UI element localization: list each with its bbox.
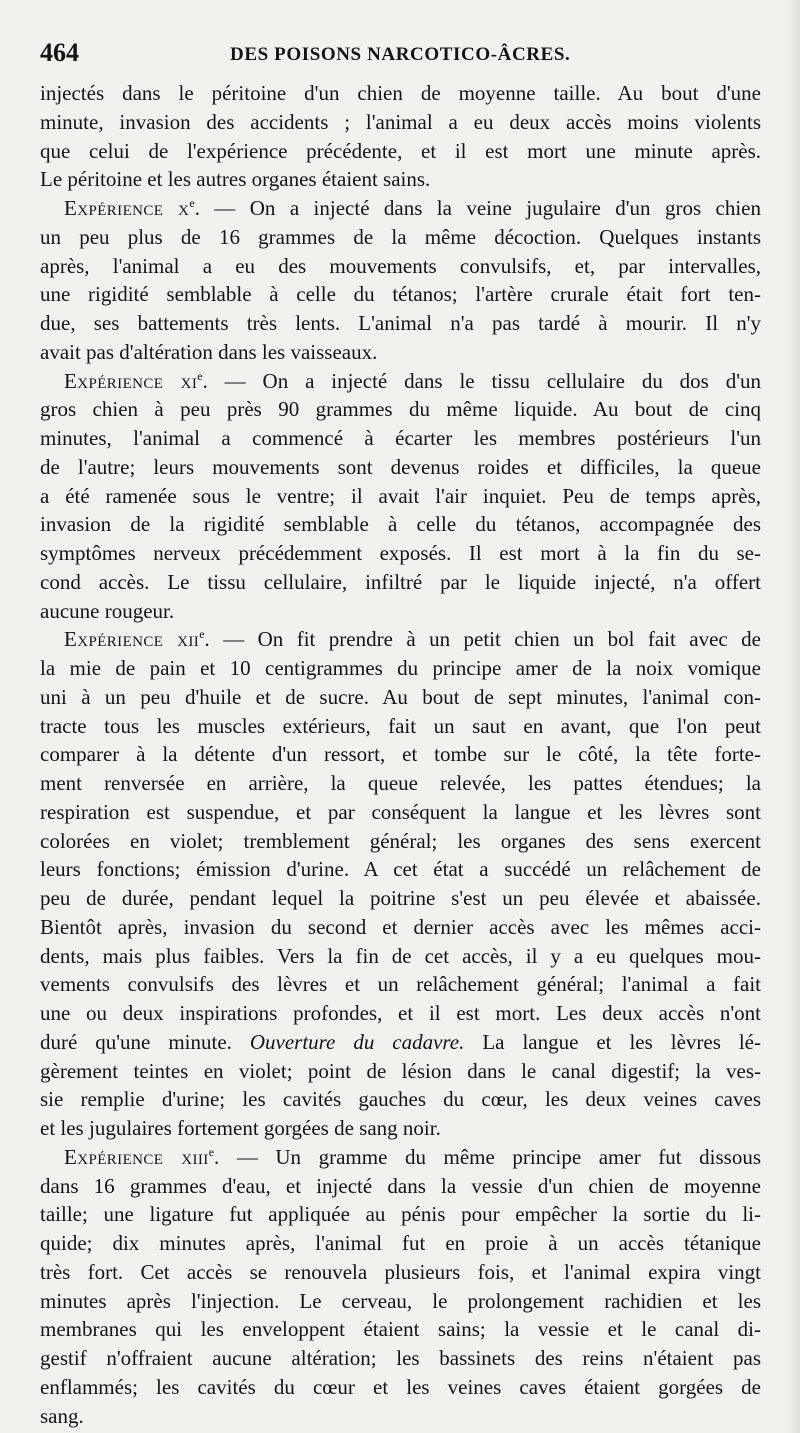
text-line <box>40 1258 761 1287</box>
italic-phrase: Ouverture du cadavre. <box>249 1029 465 1054</box>
text-line <box>40 999 761 1028</box>
line-text: . — Un gramme du même principe amer fut dissous <box>214 1144 761 1169</box>
text-line <box>40 1315 761 1344</box>
text-line <box>40 453 761 482</box>
text-line <box>40 338 761 367</box>
ordinal-superscript: e <box>208 1144 215 1159</box>
text-line <box>40 827 761 856</box>
line-text: colorées en violet; tremblement général; les organes des sens exercent <box>40 828 761 853</box>
line-text: minute, invasion des accidents ; l'animal a eu deux accès moins violents <box>40 109 761 134</box>
text-line <box>40 165 761 194</box>
text-line <box>40 970 761 999</box>
text-line <box>40 1373 761 1402</box>
line-text: taille; une ligature fut appliquée au pénis pour empêcher la sortie du li- <box>40 1202 761 1227</box>
text-line <box>40 1287 761 1316</box>
line-text: cond accès. Le tissu cellulaire, infiltré par le liquide injecté, n'a offert <box>40 569 761 594</box>
paragraph-first-line <box>40 194 761 223</box>
page-number: 464 <box>40 38 79 67</box>
line-text: Le péritoine et les autres organes étaient sains. <box>40 167 431 192</box>
line-text: peu de durée, pendant lequel la poitrine s'est un peu élevée et abaissée. <box>40 886 761 910</box>
text-line <box>40 79 761 108</box>
line-text: aucune rougeur. <box>40 598 175 623</box>
line-text: comparer à la détente d'un ressort, et tombe sur le côté, la tête forte- <box>40 742 761 767</box>
text-line <box>40 424 761 453</box>
line-text: la mie de pain et 10 centigrammes du principe amer de la noix vomique <box>40 656 761 680</box>
line-text-tail: La langue et les lèvres lé- <box>464 1029 761 1054</box>
text-line <box>40 1344 761 1373</box>
line-text: minutes après l'injection. Le cerveau, le prolongement rachidien et les <box>40 1288 761 1313</box>
body-text <box>40 79 761 1430</box>
line-text: sie remplie d'urine; les cavités gauches du cœur, les deux veines caves <box>40 1087 761 1112</box>
text-line <box>40 683 761 712</box>
text-line <box>40 798 761 827</box>
text-line <box>40 482 761 511</box>
line-text: duré qu'une minute. <box>40 1029 250 1054</box>
ordinal-superscript: e <box>189 196 195 210</box>
text-line <box>40 913 761 942</box>
line-text: . — On a injecté dans le tissu cellulaire du dos d'un <box>202 368 761 393</box>
line-text: ment renversée en arrière, la queue relevée, les pattes étendues; la <box>40 771 761 795</box>
line-text: avait pas d'altération dans les vaisseaux. <box>40 339 378 364</box>
line-text: un peu plus de 16 grammes de la même décoction. Quelques instants <box>40 224 761 249</box>
line-text: que celui de l'expérience précédente, et il est mort une minute après. <box>40 138 761 163</box>
line-text: sang. <box>40 1403 84 1428</box>
text-line <box>40 1402 761 1431</box>
text-line <box>40 1172 761 1201</box>
text-line <box>40 510 761 539</box>
line-text: dents, mais plus faibles. Vers la fin de cet accès, il y a eu quelques mou- <box>40 943 761 968</box>
text-line <box>40 280 761 309</box>
paragraph-first-line <box>40 367 761 396</box>
line-text: Bientôt après, invasion du second et dernier accès avec les mêmes acci- <box>40 914 761 939</box>
line-text: gèrement teintes en violet; point de lésion dans le canal digestif; la ves- <box>40 1058 761 1083</box>
text-line <box>40 597 761 626</box>
line-text: gros chien à peu près 90 grammes du même liquide. Au bout de cinq <box>40 397 761 422</box>
paragraph-first-line <box>40 1143 761 1172</box>
line-text: symptômes nerveux précédemment exposés. Il est mort à la fin du se- <box>40 541 761 565</box>
line-text: une ou deux inspirations profondes, et il est mort. Les deux accès n'ont <box>40 1001 761 1025</box>
line-text: uni à un peu d'huile et de sucre. Au bout de sept minutes, l'animal con- <box>40 684 761 709</box>
line-text: invasion de la rigidité semblable à celle du tétanos, accompagnée des <box>40 512 761 537</box>
line-text: de l'autre; leurs mouvements sont devenus roides et difficiles, la queue <box>40 454 761 479</box>
line-text: minutes, l'animal a commencé à écarter les membres postérieurs l'un <box>40 426 761 450</box>
line-text: gestif n'offraient aucune altération; les bassinets des reins n'étaient pas <box>40 1346 761 1370</box>
text-line <box>40 1200 761 1229</box>
line-text: leurs fonctions; émission d'urine. A cet état a succédé un relâchement de <box>40 857 761 882</box>
text-line <box>40 1028 761 1057</box>
page-edge-shadow <box>786 0 800 1433</box>
line-text: très fort. Cet accès se renouvela plusieurs fois, et l'animal expira vingt <box>40 1259 761 1284</box>
text-line <box>40 137 761 166</box>
experiment-label: Expérience x <box>64 196 190 220</box>
page-header <box>40 38 760 72</box>
line-text: et les jugulaires fortement gorgées de sang noir. <box>40 1116 441 1140</box>
line-text: quide; dix minutes après, l'animal fut en proie à un accès tétanique <box>40 1231 761 1255</box>
line-text: . — On fit prendre à un petit chien un bol fait avec de <box>204 627 761 652</box>
line-text: après, l'animal a eu des mouvements convulsifs, et, par intervalles, <box>40 253 761 278</box>
running-title: DES POISONS NARCOTICO-ÂCRES. <box>230 44 571 65</box>
line-text: vements convulsifs des lèvres et un relâchement général; l'animal a fait <box>40 972 761 997</box>
text-line <box>40 108 761 137</box>
text-line <box>40 942 761 971</box>
text-line <box>40 223 761 252</box>
line-text: a été ramenée sous le ventre; il avait l'air inquiet. Peu de temps après, <box>40 483 761 508</box>
text-line <box>40 539 761 568</box>
line-text: enflammés; les cavités du cœur et les veines caves étaient gorgées de <box>40 1374 761 1399</box>
text-line <box>40 740 761 769</box>
experiment-label: Expérience xii <box>64 627 200 652</box>
line-text: injectés dans le péritoine d'un chien de moyenne taille. Au bout d'une <box>40 81 761 105</box>
text-line <box>40 1085 761 1114</box>
experiment-label: Expérience xi <box>64 368 198 393</box>
line-text: tracte tous les muscles extérieurs, fait un saut en avant, que l'on peut <box>40 713 761 738</box>
text-line <box>40 309 761 338</box>
text-line <box>40 568 761 597</box>
line-text: membranes qui les enveloppent étaient sains; la vessie et le canal di- <box>40 1317 761 1342</box>
ordinal-superscript: e <box>197 368 203 383</box>
text-line <box>40 654 761 683</box>
paragraph-first-line <box>40 625 761 654</box>
text-line <box>40 1229 761 1258</box>
ordinal-superscript: e <box>199 627 205 642</box>
text-line <box>40 712 761 741</box>
line-text: . — On a injecté dans la veine jugulaire d'un gros chien <box>194 196 761 220</box>
text-line <box>40 855 761 884</box>
text-line <box>40 884 761 913</box>
line-text: une rigidité semblable à celle du tétanos; l'artère crurale était fort ten- <box>40 282 761 307</box>
line-text: respiration est suspendue, et par conséquent la langue et les lèvres sont <box>40 799 761 824</box>
text-line <box>40 1114 761 1143</box>
text-line <box>40 1057 761 1086</box>
line-text: due, ses battements très lents. L'animal n'a pas tardé à mourir. Il n'y <box>40 311 761 335</box>
experiment-label: Expérience xiii <box>64 1144 209 1169</box>
line-text: dans 16 grammes d'eau, et injecté dans la vessie d'un chien de moyenne <box>40 1173 761 1198</box>
text-line <box>40 252 761 281</box>
text-line <box>40 395 761 424</box>
text-line <box>40 769 761 798</box>
